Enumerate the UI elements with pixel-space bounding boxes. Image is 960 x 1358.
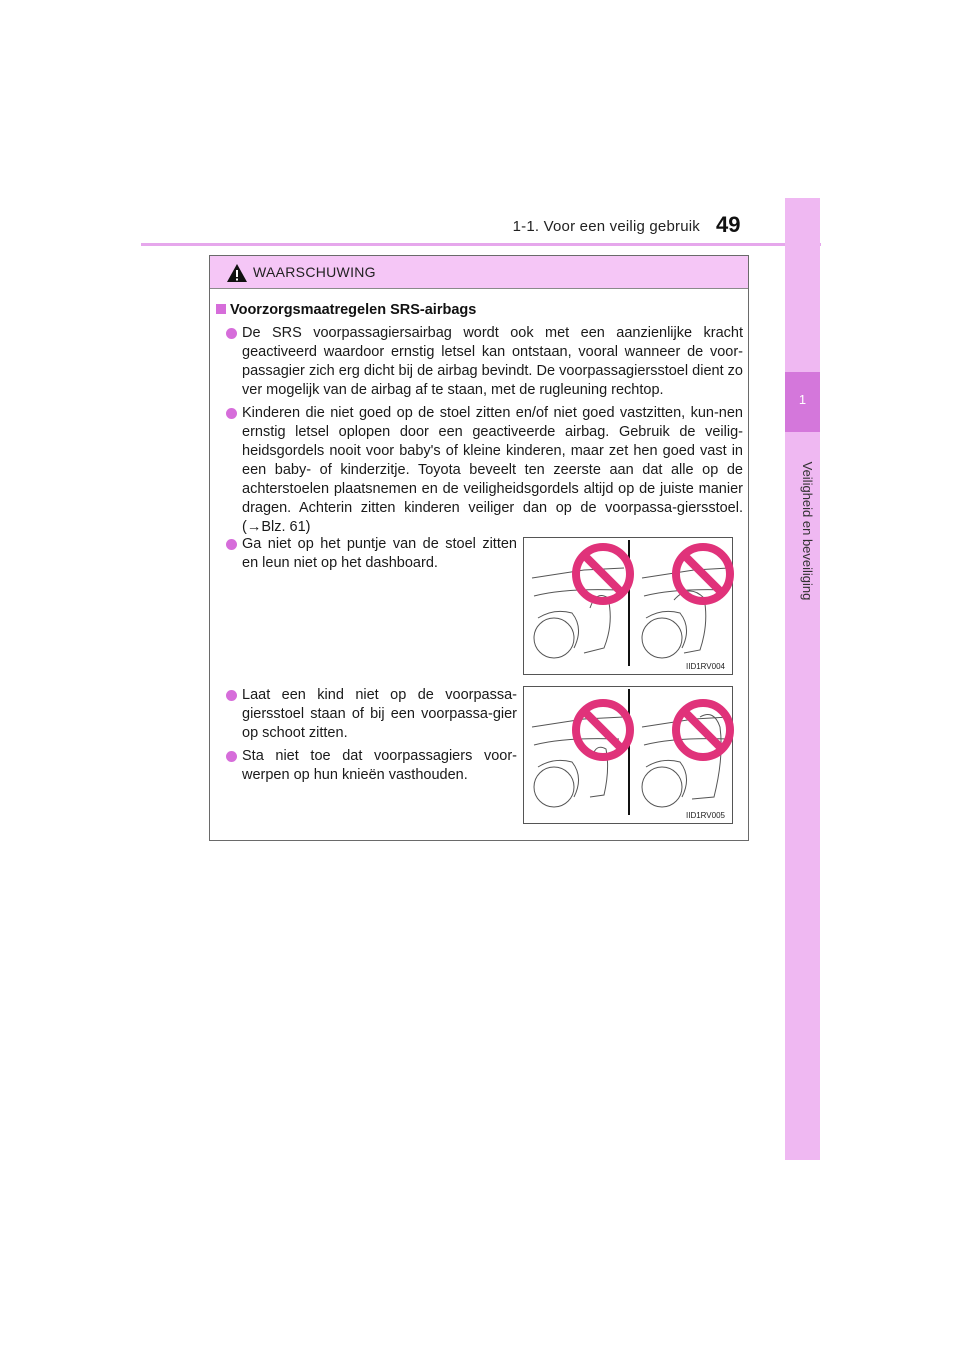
bullet-dot-icon [226, 408, 237, 419]
page-number: 49 [716, 212, 741, 237]
car-interior-illustration [524, 538, 734, 676]
bullet-item [242, 686, 517, 743]
bullet-item [242, 535, 517, 573]
bullet-text: Laat een kind niet op de voorpassa-giersstoel staan of bij een voorpassa-gier op schoot zitten. [242, 687, 517, 741]
prohibition-icon [676, 703, 730, 757]
section-title: 1-1. Voor een veilig gebruik [512, 218, 700, 235]
prohibition-icon [676, 547, 730, 601]
car-interior-illustration [524, 687, 734, 825]
chapter-tab [785, 198, 820, 1160]
chapter-number: 1 [798, 392, 807, 407]
illustration-code: IID1RV005 [686, 811, 725, 820]
illustration-code: IID1RV004 [686, 662, 725, 671]
warning-header [210, 256, 748, 289]
bullet-item [242, 324, 743, 400]
bullet-dot-icon [226, 328, 237, 339]
square-bullet-icon [216, 304, 226, 314]
bullet-item [242, 747, 517, 785]
warning-box [209, 255, 749, 841]
warning-triangle-icon [226, 263, 248, 283]
prohibition-icon [576, 547, 630, 601]
bullet-item [242, 404, 743, 537]
header-rule [141, 243, 821, 246]
prohibition-icon [576, 703, 630, 757]
bullet-text: Kinderen die niet goed op de stoel zitten en/of niet goed vastzitten, kun-nen ernstig letsel oplopen door een geactiveerde airbag. Gebruik de veilig-heidsgordels nooit voor baby's of kleine kinderen, maar zet hen goed vast in een baby- of kinderzitje. Toyota beveelt ten zeerste aan dat alle op de achterstoelen plaatsnemen en de veiligheidsgordels altijd op de juiste manier dragen. Achterin zitten kinderen veiliger dan op de voorpassa-giersstoel. (→Blz. 61) [242, 405, 743, 535]
bullet-dot-icon [226, 690, 237, 701]
section-heading [216, 302, 476, 318]
warning-label: WAARSCHUWING [253, 264, 376, 280]
illustration-seat-position [523, 537, 733, 675]
section-heading-text: Voorzorgsmaatregelen SRS-airbags [230, 302, 477, 318]
chapter-title: Veiligheid en beveiliging [800, 461, 815, 601]
bullet-dot-icon [226, 751, 237, 762]
bullet-dot-icon [226, 539, 237, 550]
bullet-text: Sta niet toe dat voorpassagiers voor-werpen op hun knieën vasthouden. [242, 748, 517, 783]
bullet-text: De SRS voorpassagiersairbag wordt ook met een aanzienlijke kracht geactiveerd waardoor ernstig letsel kan ontstaan, vooral wanneer de voor-passagier zich erg dicht bij de airbag bevindt. De voorpassagiersstoel dient zo ver mogelijk van de airbag af te staan, met de rugleuning rechtop. [242, 325, 743, 398]
illustration-child-passenger [523, 686, 733, 824]
bullet-text: Ga niet op het puntje van de stoel zitten en leun niet op het dashboard. [242, 536, 517, 571]
